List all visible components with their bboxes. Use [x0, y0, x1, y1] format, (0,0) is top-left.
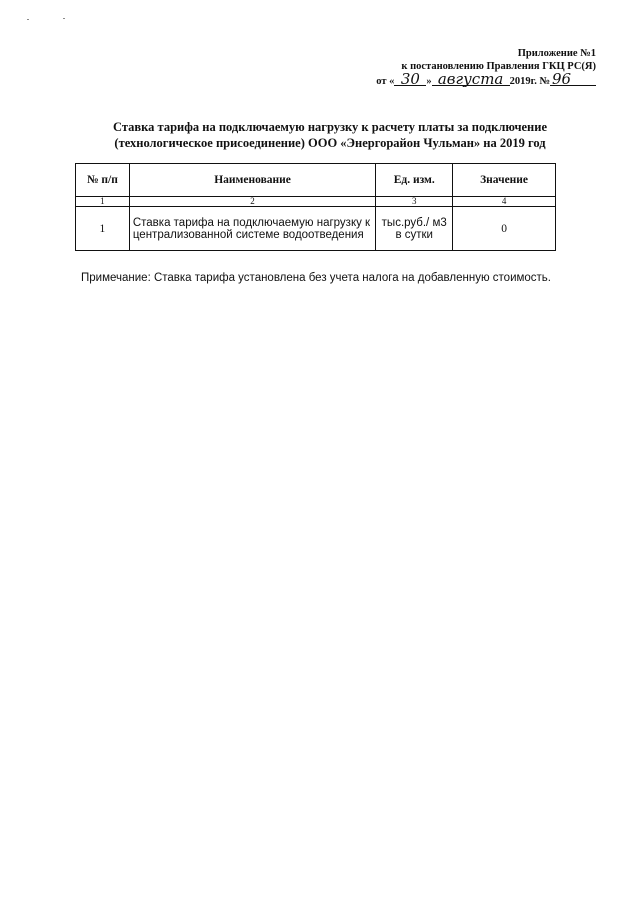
column-number: 2: [129, 197, 375, 207]
document-title-line-1: Ставка тарифа на подключаемую нагрузку к расчету платы за подключение: [112, 120, 548, 134]
table-row: [76, 207, 556, 251]
date-prefix: от «: [376, 76, 395, 87]
column-number: 3: [376, 197, 453, 207]
handwritten-month: августа: [432, 73, 510, 86]
appendix-title: Приложение №1: [517, 48, 596, 59]
scan-speck: [27, 19, 29, 20]
appendix-header: [336, 47, 596, 88]
handwritten-day: 30: [394, 73, 426, 86]
column-number-row: [76, 197, 556, 207]
date-mid: »: [426, 76, 432, 87]
handwritten-number: 96: [550, 73, 596, 86]
row-number-cell: 1: [76, 207, 130, 251]
name-cell: Ставка тарифа на подключаемую нагрузку к централизованной системе водоотведения: [129, 207, 375, 251]
column-number: 4: [453, 197, 556, 207]
value-cell: 0: [453, 207, 556, 251]
header-value: Значение: [453, 164, 556, 197]
header-unit: Ед. изм.: [376, 164, 453, 197]
appendix-date-line: [336, 70, 596, 88]
footnote: Примечание: Ставка тарифа установлена без учета налога на добавленную стоимость.: [81, 272, 551, 284]
table-header-row: [76, 164, 556, 197]
scan-speck: [63, 18, 65, 19]
column-number: 1: [76, 197, 130, 207]
unit-cell: тыс.руб./ м3 в сутки: [376, 207, 453, 251]
header-row-number: № п/п: [76, 164, 130, 197]
header-name: Наименование: [129, 164, 375, 197]
tariff-table: [75, 163, 556, 251]
year-suffix: 2019г. №: [509, 76, 550, 87]
appendix-resolution-line: к постановлению Правления ГКЦ РС(Я): [401, 61, 596, 72]
document-title-line-2: (технологическое присоединение) ООО «Энергорайон Чульман» на 2019 год: [114, 136, 546, 150]
document-title: [90, 119, 570, 151]
